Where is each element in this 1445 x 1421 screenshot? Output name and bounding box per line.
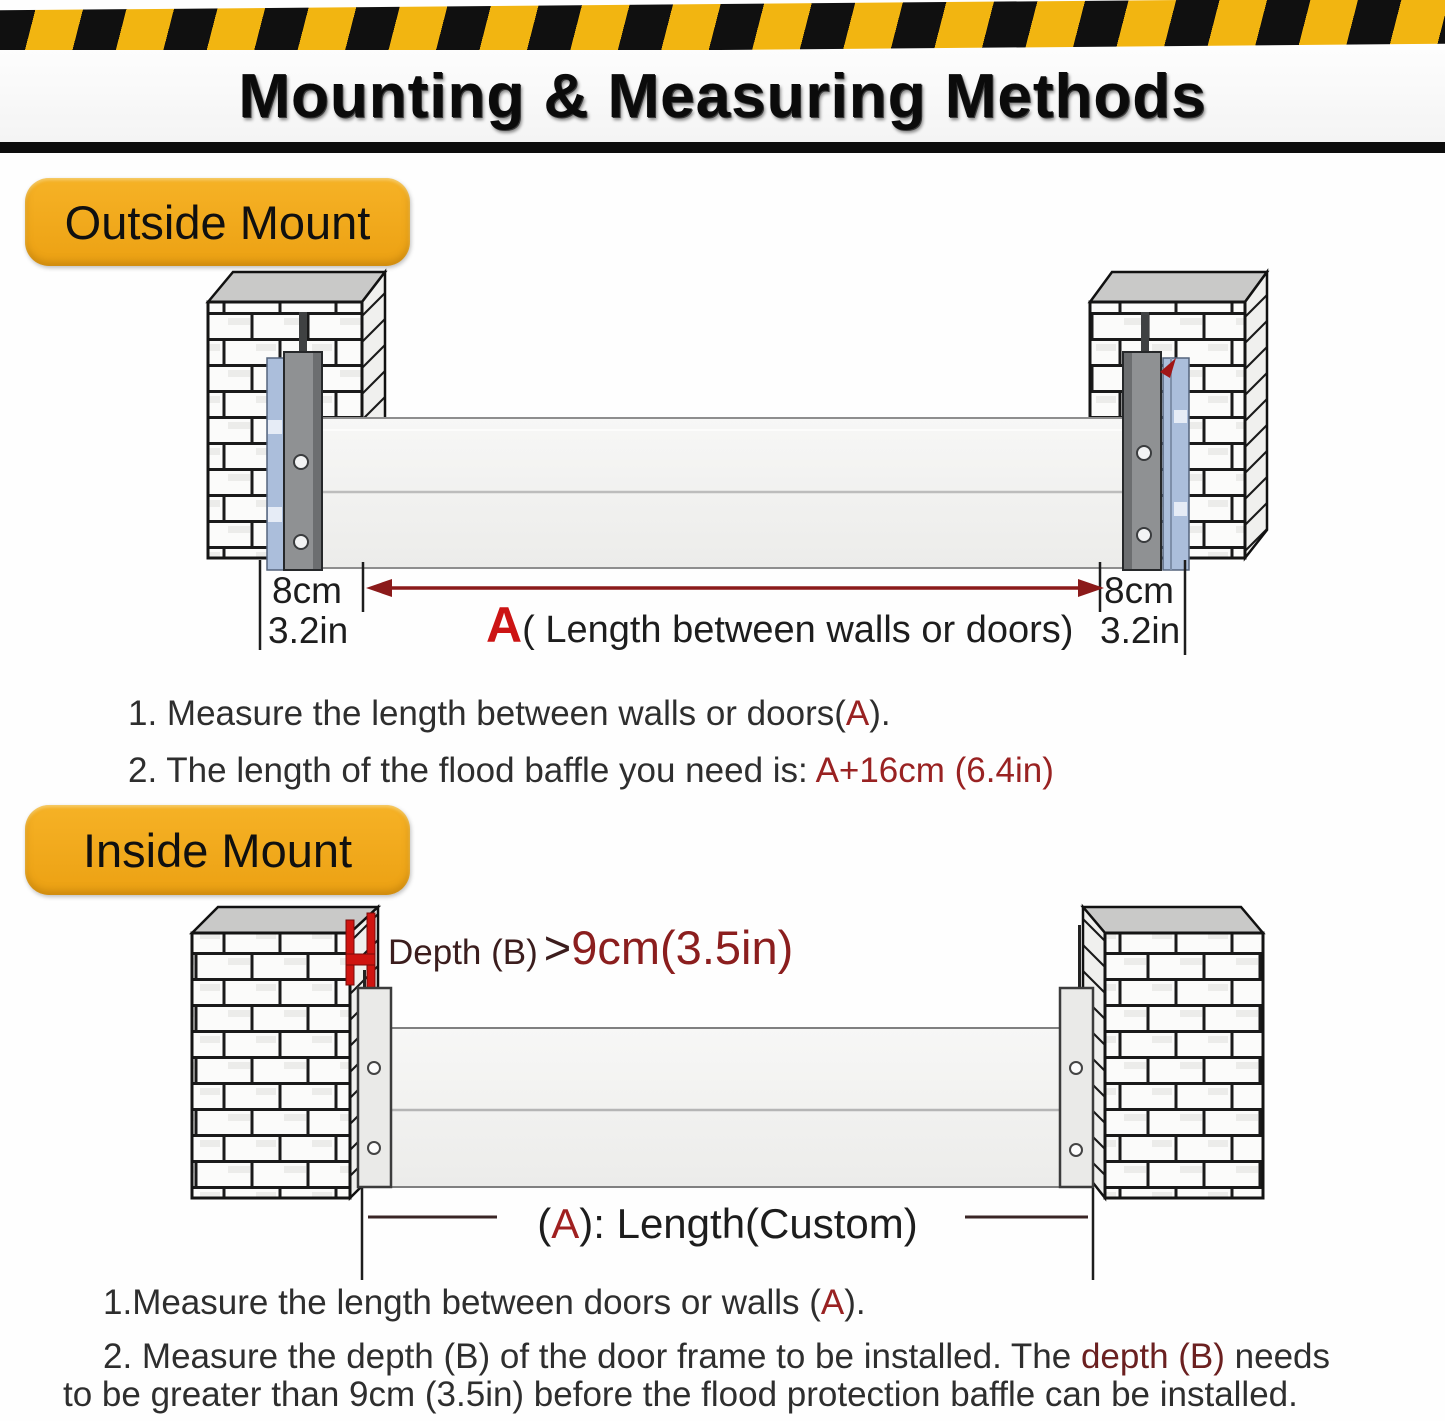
screw-icon — [368, 1142, 380, 1154]
inside-mount-badge — [25, 805, 410, 895]
greater-than-sign: > — [543, 921, 572, 974]
outside-dim-left-in: 3.2in — [268, 610, 349, 651]
outside-dim-left-cm: 8cm — [272, 570, 342, 611]
depth-label — [388, 920, 793, 975]
inside-step-2-line1: 2. Measure the depth (B) of the door frame to be installed. The depth (B) needs — [103, 1337, 1331, 1376]
inside-right-mount-plate — [1060, 925, 1093, 1187]
hazard-tape-stripes — [0, 0, 1445, 56]
outside-right-seal-strip — [1160, 358, 1189, 570]
inside-step-2-line2: to be greater than 9cm (3.5in) before the flood protection baffle can be installed. — [63, 1375, 1298, 1414]
outside-span-label-rest: ( Length between walls or doors) — [522, 609, 1074, 651]
outside-span-label-a: A — [486, 597, 523, 653]
depth-indicator-bracket — [346, 913, 375, 1000]
depth-label-text: Depth (B) — [388, 933, 538, 972]
inside-left-mount-plate — [358, 988, 391, 1187]
screw-icon — [294, 455, 308, 469]
outside-left-seal-strip — [267, 358, 284, 570]
page-title: Mounting & Measuring Methods — [238, 61, 1207, 131]
inside-left-brick-pillar — [192, 907, 378, 1198]
inside-right-brick-pillar — [1083, 907, 1263, 1198]
screw-icon — [294, 535, 308, 549]
screw-icon — [1137, 446, 1151, 460]
screw-icon — [368, 1062, 380, 1074]
flood-barrier-panel-inside — [391, 1028, 1060, 1187]
depth-value: 9cm(3.5in) — [571, 921, 794, 974]
outside-span-label — [486, 597, 1074, 653]
header-divider-bar — [0, 142, 1445, 153]
outside-right-bracket — [1123, 312, 1161, 570]
outside-left-bracket — [284, 312, 322, 570]
outside-right-brick-pillar — [1090, 272, 1267, 558]
red-pointer-mark — [1160, 358, 1176, 378]
inside-mount-badge-label: Inside Mount — [82, 823, 353, 877]
outside-left-brick-pillar — [208, 272, 385, 558]
outside-step-2: 2. The length of the flood baffle you need is: A+16cm (6.4in) — [128, 751, 1054, 790]
outside-dim-right-cm: 8cm — [1104, 570, 1174, 611]
title-band — [0, 50, 1445, 142]
screw-icon — [1070, 1062, 1082, 1074]
outside-step-1: 1. Measure the length between walls or doors(A). — [128, 694, 891, 733]
outside-mount-badge-label: Outside Mount — [64, 195, 371, 249]
inside-step-1: 1.Measure the length between doors or walls (A). — [103, 1283, 866, 1322]
inside-length-label: (A): Length(Custom) — [537, 1200, 918, 1247]
span-arrow — [366, 579, 1104, 597]
outside-mount-badge — [25, 178, 410, 266]
flood-barrier-panel-outside — [322, 418, 1132, 568]
outside-dim-right-in: 3.2in — [1100, 610, 1181, 651]
screw-icon — [1070, 1144, 1082, 1156]
screw-icon — [1137, 528, 1151, 542]
